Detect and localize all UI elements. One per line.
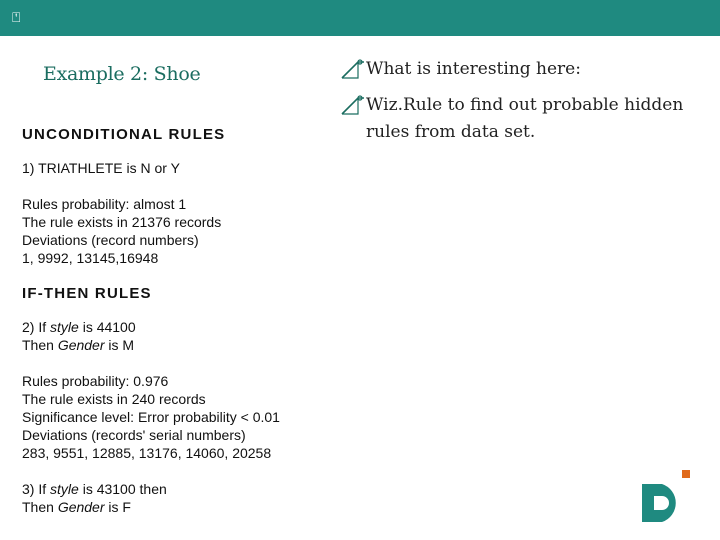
rule-2-then-prefix: Then <box>22 337 58 353</box>
rule-3-then-suffix: is F <box>104 499 131 515</box>
rule-2-if-field: style <box>50 319 79 335</box>
bullet-item <box>336 56 706 83</box>
rule-2-exists: The rule exists in 240 records <box>22 391 206 407</box>
if-then-rules-heading: IF-THEN RULES <box>22 285 152 302</box>
bullet-item <box>336 92 706 146</box>
scroll-bullet-icon <box>338 58 366 82</box>
rule-1-deviations: 1, 9992, 13145,16948 <box>22 250 159 266</box>
rule-3-then-prefix: Then <box>22 499 58 515</box>
rule-2-then <box>22 336 342 354</box>
unconditional-rules-heading: UNCONDITIONAL RULES <box>22 126 226 143</box>
rule-3-if-prefix: 3) If <box>22 481 51 497</box>
scroll-bullet-icon <box>338 94 366 118</box>
rule-1-probability: Rules probability: almost 1 <box>22 196 187 212</box>
bullet-text: What is interesting here: <box>366 59 581 79</box>
rule-2-deviations: 283, 9551, 12885, 13176, 14060, 20258 <box>22 445 272 461</box>
rules-panel <box>22 124 342 516</box>
rule-2-then-field: Gender <box>57 337 105 353</box>
rule-2-if <box>22 318 342 336</box>
rule-3-then <box>22 498 342 516</box>
rule-2-if-prefix: 2) If <box>22 319 51 335</box>
rule-3-if-suffix: is 43100 then <box>78 481 167 497</box>
rule-2-significance: Significance level: Error probability < 0.01 <box>22 409 280 425</box>
rule-1-exists: The rule exists in 21376 records <box>22 214 222 230</box>
rule-2-then-suffix: is M <box>104 337 135 353</box>
notes-panel <box>336 56 706 146</box>
rule-2-probability: Rules probability: 0.976 <box>22 373 169 389</box>
brand-logo-icon <box>640 470 692 522</box>
top-bar <box>0 0 720 36</box>
rule-3-then-field: Gender <box>57 499 105 515</box>
rule-1-head: 1) TRIATHLETE is N or Y <box>22 160 180 176</box>
slide-title: Example 2: Shoe <box>43 63 201 85</box>
slide-number-icon: ⍞ <box>12 10 21 26</box>
bullet-text: Wiz.Rule to find out probable hidden rules from data set. <box>366 95 684 142</box>
rule-1-deviations-label: Deviations (record numbers) <box>22 232 199 248</box>
rule-3-if <box>22 480 342 498</box>
rule-3-if-field: style <box>50 481 79 497</box>
rule-2-deviations-label: Deviations (records' serial numbers) <box>22 427 246 443</box>
rule-2-if-suffix: is 44100 <box>78 319 136 335</box>
